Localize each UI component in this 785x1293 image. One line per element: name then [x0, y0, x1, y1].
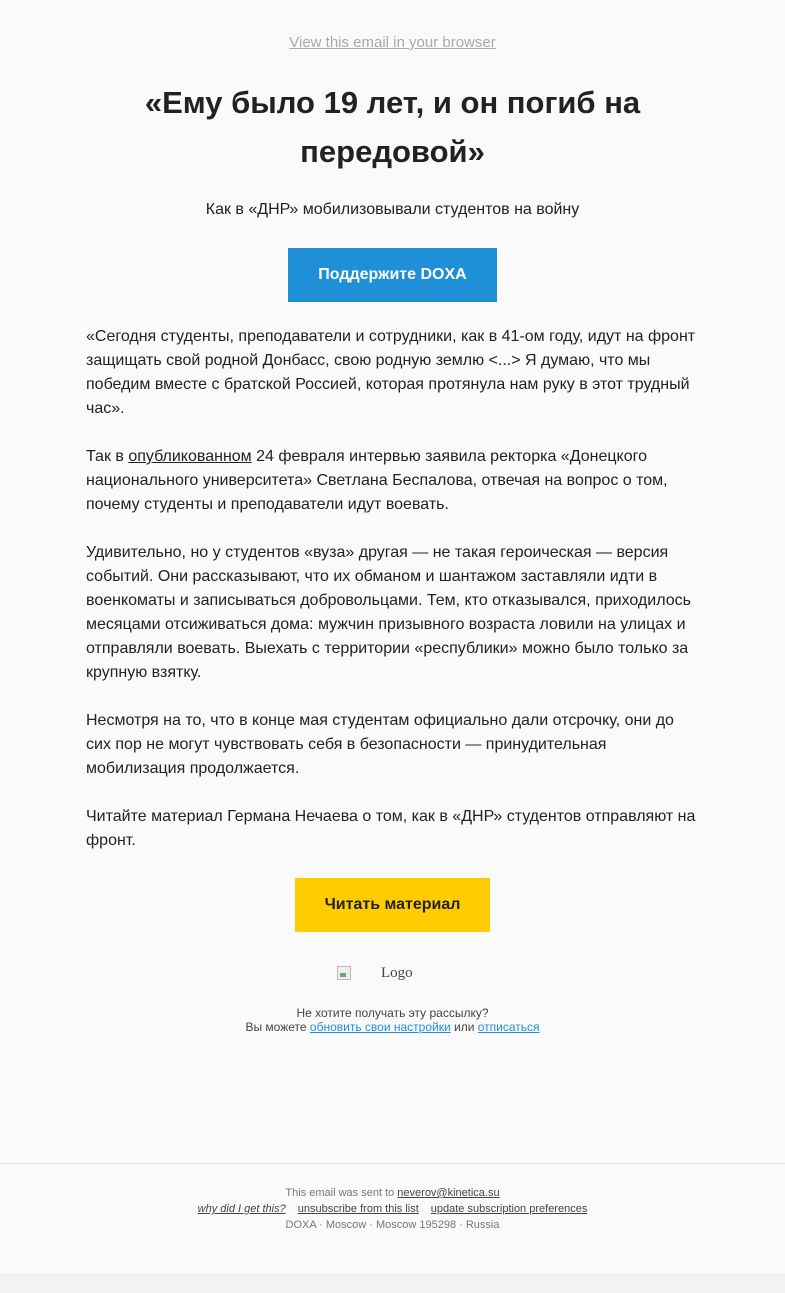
unsubscribe-options — [0, 1020, 785, 1034]
why-did-i-get-this-link[interactable]: why did I get this? — [197, 1203, 286, 1215]
article-paragraph-4: Несмотря на то, что в конце мая студентам официально дали отсрочку, они до сих пор не могут чувствовать себя в безопасности — принудительная мобилизация продолжается. — [86, 712, 674, 777]
footer-links — [0, 1201, 785, 1217]
article-subtitle: Как в «ДНР» мобилизовывали студентов на войну — [205, 201, 580, 218]
unsubscribe-question: Не хотите получать эту рассылку? — [296, 1006, 489, 1020]
update-settings-link[interactable]: обновить свои настройки — [309, 1020, 451, 1034]
paragraph-2-prefix: Так в — [86, 448, 129, 465]
unsubscribe-prefix: Вы можете — [245, 1020, 310, 1034]
update-preferences-link[interactable]: update subscription preferences — [430, 1203, 588, 1215]
article-paragraph-1: «Сегодня студенты, преподаватели и сотрудники, как в 41-ом году, идут на фронт защищать свой родной Донбасс, свою родную землю <...> Я думаю, что мы победим вместе с братской Россией, которая протянула нам руку в этот трудный час». — [86, 328, 696, 417]
article-headline: «Ему было 19 лет, и он погиб на передовой» — [144, 85, 641, 169]
bottom-strip — [0, 1273, 785, 1293]
read-article-button[interactable]: Читать материал — [295, 878, 490, 932]
article-paragraph-3: Удивительно, но у студентов «вуза» другая — не такая героическая — версия событий. Они рассказывают, что их обманом и шантажом заставляли идти в военкоматы и записываться добровольцами. Тем, кто отказывался, приходилось месяцами отсиживаться дома: мужчин призывного возраста ловили на улицах и отправляли воевать. Выехать с территории «республики» можно было только за крупную взятку. — [86, 544, 691, 681]
view-in-browser-link[interactable]: View this email in your browser — [289, 34, 496, 51]
logo-alt-text: Logo — [381, 964, 413, 981]
unsubscribe-or: или — [450, 1020, 478, 1034]
paragraph-2-suffix: 24 февраля интервью заявила ректорка «Донецкого национального университета» Светлана Беспалова, отвечая на вопрос о том, почему студенты и преподаватели идут воевать. — [86, 448, 668, 513]
article-paragraph-2 — [86, 445, 699, 517]
unsubscribe-from-list-link[interactable]: unsubscribe from this list — [297, 1203, 419, 1215]
recipient-email-link[interactable]: neverov@kinetica.su — [397, 1187, 500, 1199]
email-footer — [0, 1185, 785, 1233]
broken-image-icon — [337, 966, 351, 980]
sent-to-line — [0, 1185, 785, 1201]
unsubscribe-block — [0, 1006, 785, 1034]
sent-to-prefix: This email was sent to — [285, 1187, 398, 1199]
logo-image — [337, 963, 447, 983]
article-paragraph-5: Читайте материал Германа Нечаева о том, как в «ДНР» студентов отправляют на фронт. — [86, 808, 696, 849]
footer-address: DOXA · Moscow · Moscow 195298 · Russia — [285, 1219, 500, 1231]
unsubscribe-link[interactable]: отписаться — [477, 1020, 540, 1034]
support-doxa-button[interactable]: Поддержите DOXA — [288, 248, 497, 302]
article-body — [86, 325, 699, 877]
footer-divider — [0, 1163, 785, 1164]
published-interview-link[interactable]: опубликованном — [128, 448, 252, 465]
